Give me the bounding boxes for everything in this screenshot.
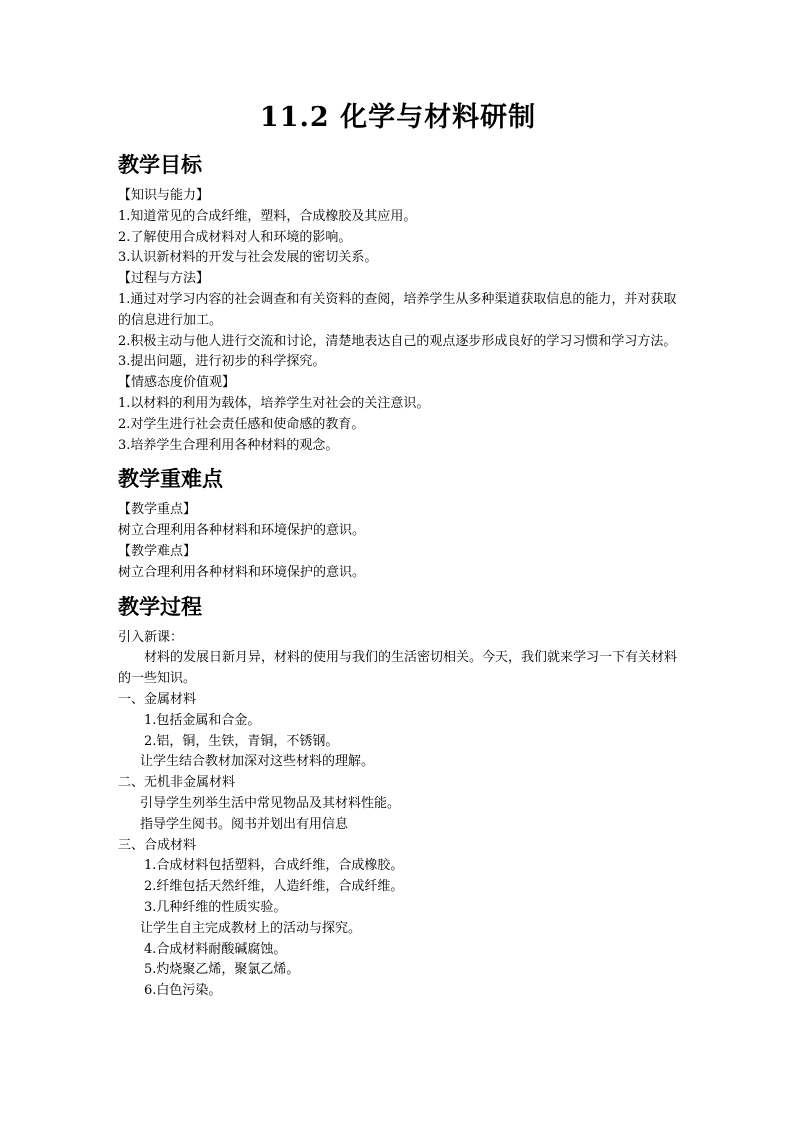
section-heading-objectives: 教学目标 [118, 152, 202, 177]
part-note: 让学生结合教材加深对这些材料的理解。 [140, 754, 375, 770]
part-note: 引导学生列举生活中常见物品及其材料性能。 [140, 795, 401, 811]
list-item: 4.合成材料耐酸碱腐蚀。 [144, 941, 287, 957]
list-item: 1.通过对学习内容的社会调查和有关资料的查阅，培养学生从多种渠道获取信息的能力，并对获取的信息进行加工。 [118, 291, 677, 328]
document-content [118, 100, 678, 1002]
difficulty-label: 【教学难点】 [118, 543, 197, 559]
list-item: 3.提出问题，进行初步的科学探究。 [118, 354, 326, 370]
list-item: 2.铝，铜，生铁，青铜，不锈钢。 [144, 733, 339, 749]
list-item: 2.对学生进行社会责任感和使命感的教育。 [118, 416, 365, 432]
section-heading-process: 教学过程 [118, 593, 202, 619]
group-label-process: 【过程与方法】 [118, 271, 210, 287]
list-item: 3.培养学生合理利用各种材料的观念。 [118, 437, 339, 453]
part-note: 让学生自主完成教材上的活动与探究。 [140, 920, 362, 936]
list-item: 1.包括金属和合金。 [144, 712, 261, 728]
intro-label: 引入新课： [118, 629, 184, 645]
difficulty-text: 树立合理利用各种材料和环境保护的意识。 [118, 564, 366, 580]
key-point-label: 【教学重点】 [118, 502, 197, 518]
list-item: 2.纤维包括天然纤维，人造纤维，合成纤维。 [144, 879, 404, 895]
list-item: 6.白色污染。 [144, 983, 222, 999]
list-item: 3.几种纤维的性质实验。 [144, 899, 287, 915]
list-item: 1.以材料的利用为载体，培养学生对社会的关注意识。 [118, 395, 430, 411]
list-item: 3.认识新材料的开发与社会发展的密切关系。 [118, 250, 378, 266]
group-label-knowledge: 【知识与能力】 [118, 188, 210, 203]
part-label-inorganic: 二、无机非金属材料 [118, 775, 236, 791]
group-label-attitude: 【情感态度价值观】 [118, 375, 236, 391]
section-heading-key-points: 教学重难点 [118, 466, 223, 492]
list-item: 2.了解使用合成材料对人和环境的影响。 [118, 229, 352, 245]
part-note: 指导学生阅书。阅书并划出有用信息 [140, 816, 349, 832]
list-item: 1.知道常见的合成纤维，塑料，合成橡胶及其应用。 [118, 208, 417, 224]
document-title: 11.2 化学与材料研制 [259, 102, 537, 133]
list-item: 2.积极主动与他人进行交流和讨论，清楚地表达自己的观点逐步形成良好的学习习惯和学习方法。 [118, 333, 677, 349]
part-label-metal: 一、金属材料 [118, 691, 197, 707]
list-item: 1.合成材料包括塑料，合成纤维，合成橡胶。 [144, 858, 404, 874]
intro-text: 材料的发展日新月异，材料的使用与我们的生活密切相关。今天，我们就来学习一下有关材料的一些知识。 [118, 650, 678, 687]
part-label-synthetic: 三、合成材料 [118, 837, 197, 853]
key-point-text: 树立合理利用各种材料和环境保护的意识。 [118, 523, 366, 539]
list-item: 5.灼烧聚乙烯，聚氯乙烯。 [144, 962, 300, 978]
